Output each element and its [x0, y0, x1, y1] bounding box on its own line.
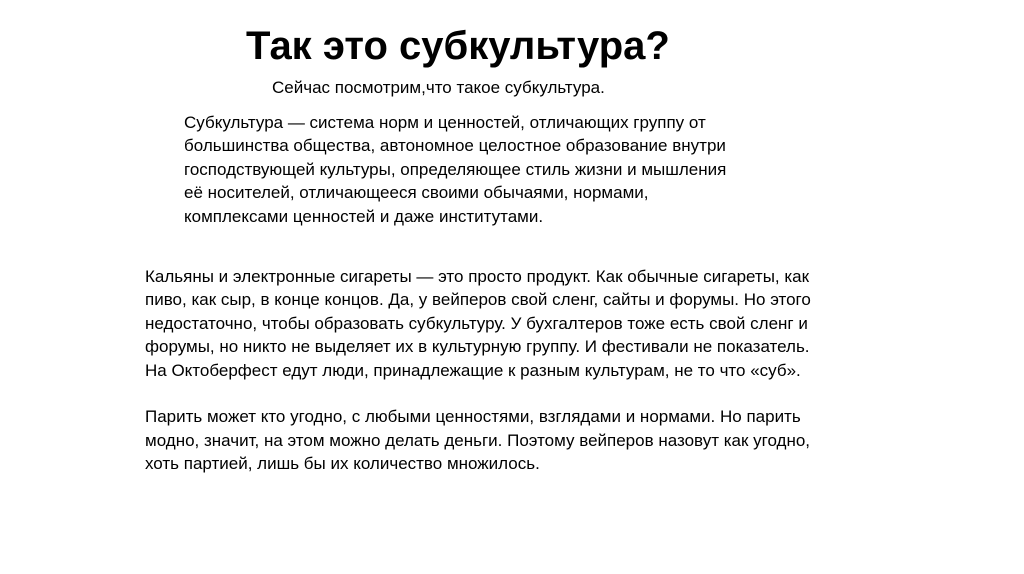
definition-block	[184, 111, 784, 228]
definition-line: большинства общества, автономное целостное образование внутри	[184, 136, 726, 156]
body-paragraph-1	[145, 265, 865, 382]
body-text-block	[145, 265, 865, 476]
body-line: форумы, но никто не выделяет их в культурную группу. И фестивали не показатель.	[145, 337, 810, 357]
body-line: модно, значит, на этом можно делать деньги. Поэтому вейперов назовут как угодно,	[145, 430, 811, 450]
body-line: Парить может кто угодно, с любыми ценностями, взглядами и нормами. Но парить	[145, 407, 801, 427]
body-line: пиво, как сыр, в конце концов. Да, у вейперов свой сленг, сайты и форумы. Но этого	[145, 290, 811, 310]
slide-title: Так это субкультура?	[246, 24, 670, 68]
definition-line: Субкультура — система норм и ценностей, отличающих группу от	[184, 113, 706, 132]
slide-subtitle: Сейчас посмотрим,что такое субкультура.	[272, 78, 605, 97]
body-line: хоть партией, лишь бы их количество множилось.	[145, 454, 540, 474]
body-paragraph-2	[145, 405, 865, 475]
definition-line: господствующей культуры, определяющее стиль жизни и мышления	[184, 159, 727, 179]
definition-line: комплексами ценностей и даже институтами.	[184, 206, 544, 226]
body-line: Кальяны и электронные сигареты — это просто продукт. Как обычные сигареты, как	[145, 267, 810, 286]
definition-paragraph	[184, 111, 784, 228]
body-line: На Октоберфест едут люди, принадлежащие к разным культурам, не то что «суб».	[145, 360, 801, 380]
definition-line: её носителей, отличающееся своими обычаями, нормами,	[184, 183, 649, 203]
body-line: недостаточно, чтобы образовать субкультуру. У бухгалтеров тоже есть свой сленг и	[145, 313, 808, 333]
